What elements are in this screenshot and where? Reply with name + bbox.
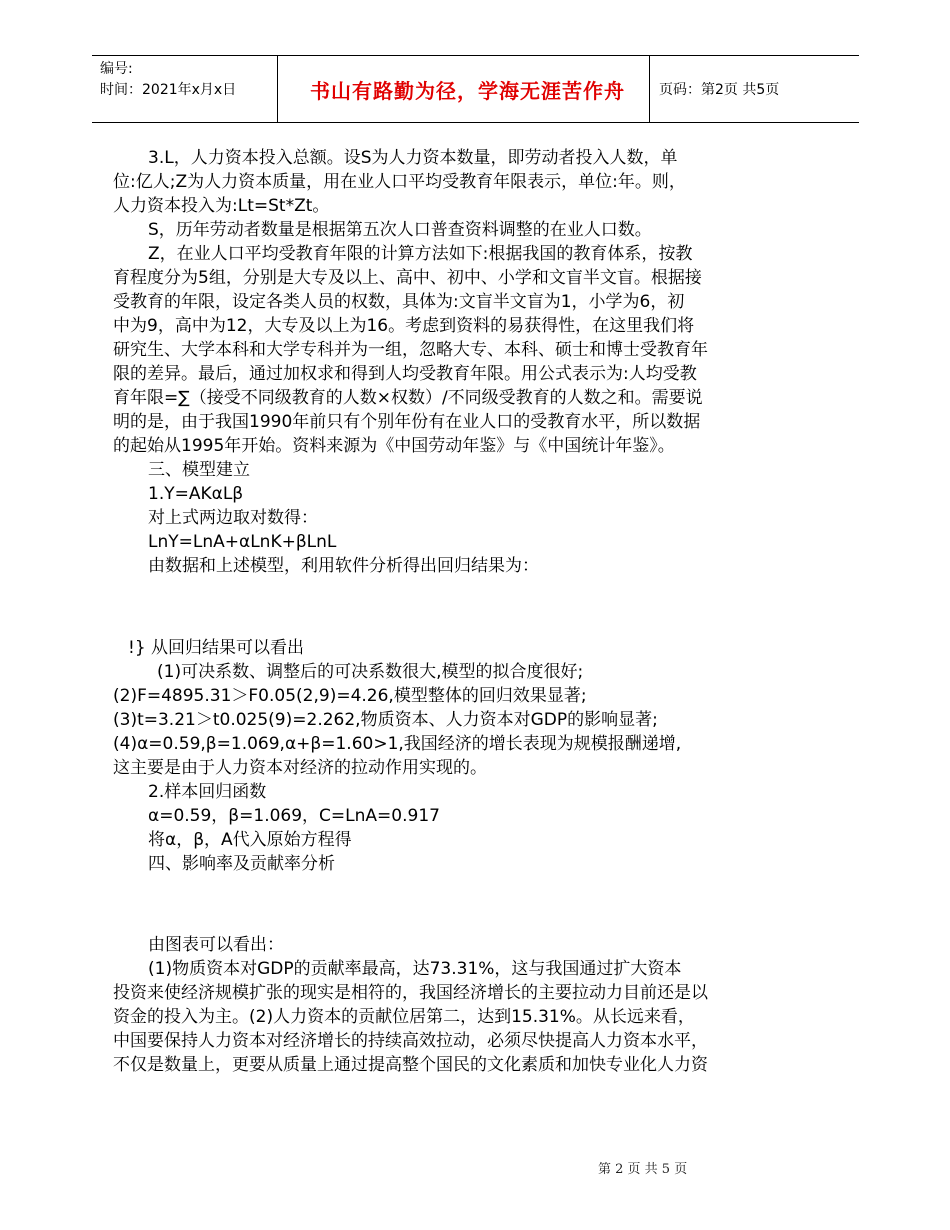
text-line: 人力资本投入为:Lt=St*Zt。 [113, 196, 330, 216]
text-line: 对上式两边取对数得： [148, 508, 318, 528]
text-line: 中国要保持人力资本对经济增长的持续高效拉动，必须尽快提高人力资本水平， [113, 1031, 708, 1051]
text-line: 的起始从1995年开始。资料来源为《中国劳动年鉴》与《中国统计年鉴》。 [113, 436, 675, 456]
header-meta [100, 59, 236, 101]
text-line: Z，在业人口平均受教育年限的计算方法如下:根据我国的教育体系，按教 [148, 244, 693, 264]
header-page-label: 页码：第2页 共5页 [659, 82, 780, 98]
result-item: (3)t=3.21＞t0.025(9)=2.262,物质资本、人力资本对GDP的影响显著; [113, 710, 658, 730]
page-footer: 第 2 页 共 5 页 [598, 1162, 688, 1177]
header-motto: 书山有路勤为径，学海无涯苦作舟 [310, 78, 625, 103]
text-line: 由图表可以看出： [148, 935, 284, 955]
text-line: 受教育的年限，设定各类人员的权数，具体为:文盲半文盲为1，小学为6，初 [113, 292, 685, 312]
result-item: (1)可决系数、调整后的可决系数很大,模型的拟合度很好; [157, 662, 584, 682]
model-equation: 1.Y=AKαLβ [148, 484, 244, 504]
number-label: 编号: [100, 61, 133, 77]
result-item: (4)α=0.59,β=1.069,α+β=1.60>1,我国经济的增长表现为规模报酬递增, [113, 734, 682, 754]
text-line: !} 从回归结果可以看出 [128, 638, 305, 658]
subsection-heading: 2.样本回归函数 [148, 782, 267, 802]
text-line: 资金的投入为主。(2)人力资本的贡献位居第二，达到15.31%。从长远来看， [113, 1007, 695, 1027]
regression-table-placeholder [113, 578, 773, 636]
header-divider [277, 56, 278, 122]
text-line: S，历年劳动者数量是根据第五次人口普查资料调整的在业人口数。 [148, 220, 652, 240]
text-line: 由数据和上述模型，利用软件分析得出回归结果为： [148, 556, 539, 576]
text-line: (1)物质资本对GDP的贡献率最高，达73.31%，这与我国通过扩大资本 [148, 959, 682, 979]
text-line: 中为9，高中为12，大专及以上为16。考虑到资料的易获得性，在这里我们将 [113, 316, 695, 336]
header-divider [649, 56, 650, 122]
text-line: 限的差异。最后，通过加权求和得到人均受教育年限。用公式表示为:人均受教 [113, 364, 697, 384]
sample-values: α=0.59，β=1.069，C=LnA=0.917 [148, 806, 440, 826]
text-line: 3.L，人力资本投入总额。设S为人力资本数量，即劳动者投入人数，单 [148, 148, 678, 168]
text-line: 育年限=∑（接受不同级教育的人数×权数）/不同级受教育的人数之和。需要说 [113, 388, 703, 408]
result-item: (2)F=4895.31＞F0.05(2,9)=4.26,模型整体的回归效果显著; [113, 686, 587, 706]
result-item: 这主要是由于人力资本对经济的拉动作用实现的。 [113, 758, 487, 778]
text-line: 位:亿人;Z为人力资本质量，用在业人口平均受教育年限表示，单位:年。则， [113, 172, 686, 192]
page-header [92, 55, 859, 123]
section-heading: 三、模型建立 [148, 460, 250, 480]
text-line: 投资来使经济规模扩张的现实是相符的，我国经济增长的主要拉动力目前还是以 [113, 983, 708, 1003]
text-line: 明的是，由于我国1990年前只有个别年份有在业人口的受教育水平，所以数据 [113, 412, 701, 432]
section-heading: 四、影响率及贡献率分析 [148, 854, 335, 874]
text-line: 育程度分为5组，分别是大专及以上、高中、初中、小学和文盲半文盲。根据接 [113, 268, 702, 288]
document-body [113, 146, 773, 1077]
time-label: 时间：2021年x月x日 [100, 82, 237, 98]
chart-placeholder [113, 876, 773, 933]
log-equation: LnY=LnA+αLnK+βLnL [148, 532, 337, 552]
text-line: 研究生、大学本科和大学专科并为一组，忽略大专、本科、硕士和博士受教育年 [113, 340, 708, 360]
text-line: 将α，β，A代入原始方程得 [148, 830, 352, 850]
text-line: 不仅是数量上，更要从质量上通过提高整个国民的文化素质和加快专业化人力资 [113, 1055, 708, 1075]
